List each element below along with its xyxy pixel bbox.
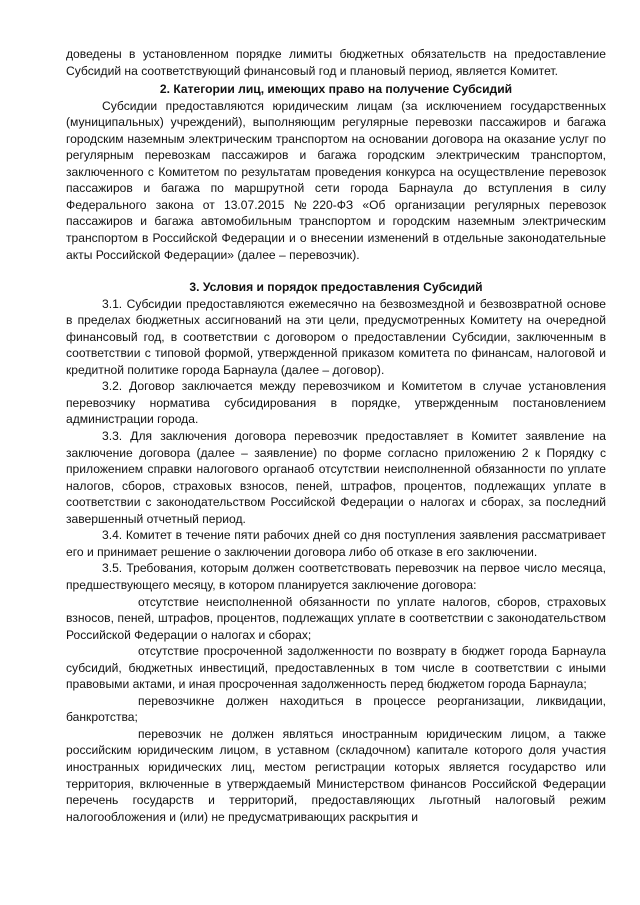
requirement-item: отсутствие просроченной задолженности по возврату в бюджет города Барнаула субсидий, бюджетных инвестиций, предоставленных в том числе в соответствии с иными правовыми актами, и иная просроченная задолженность перед бюджетом города Барнаула; — [66, 644, 606, 692]
clause-3-4: 3.4. Комитет в течение пяти рабочих дней со дня поступления заявления рассматривает его и принимает решение о заключении договора либо об отказе в его заключении. — [66, 528, 606, 559]
clause-3-2: 3.2. Договор заключается между перевозчиком и Комитетом в случае установления перевозчику норматива субсидирования в порядке, утвержденным постановлением администрации города. — [66, 379, 606, 427]
requirement-item: перевозчик не должен являться иностранным юридическим лицом, а также российским юридическим лицом, в уставном (складочном) капитале которого доля участия иностранных юридических лиц, местом регистрации которых является государство или территория, включенные в утверждаемый Министерством финансов Российской Федерации перечень государств и территорий, предоставляющих льготный налоговый режим налогообложения и (или) не предусматривающих раскрытия и — [66, 726, 606, 824]
document-page — [66, 46, 606, 825]
requirement-item: отсутствие неисполненной обязанности по уплате налогов, сборов, страховых взносов, пеней, штрафов, процентов, подлежащих уплате в соответствии с законодательством Российской Федерации о налогах и сборах; — [66, 594, 606, 642]
requirement-item: перевозчикне должен находиться в процессе реорганизации, ликвидации, банкротства; — [66, 693, 606, 725]
section-2-paragraph: Субсидии предоставляются юридическим лицам (за исключением государственных (муниципальных) учреждений), выполняющим регулярные перевозки пассажиров и багажа городским наземным электрическим транспортом на основании договора на оказание услуг по регулярным перевозкам пассажиров и багажа городским электрическим транспортом, заключенного с Комитетом по результатам проведения конкурса на осуществление перевозок пассажиров и багажа по маршрутной сети города Барнаула до вступления в силу Федерального закона от 13.07.2015 №220-ФЗ «Об организации регулярных перевозок пассажиров и багажа автомобильным транспортом и городским наземным электрическим транспортом в Российской Федерации и о внесении изменений в отдельные законодательные акты Российской Федерации» (далее – перевозчик). — [66, 98, 606, 262]
clause-3-1: 3.1. Субсидии предоставляются ежемесячно на безвозмездной и безвозвратной основе в пределах бюджетных ассигнований на эти цели, предусмотренных Комитету на очередной финансовый год, в соответствии с договором о предоставлении Субсидии, заключенным в соответствии с типовой формой, утвержденной приказом комитета по финансам, налоговой и кредитной политике города Барнаула (далее – договор). — [66, 296, 606, 377]
section-2-heading: 2. Категории лиц, имеющих право на получение Субсидий — [159, 82, 513, 97]
clause-3-5: 3.5. Требования, которым должен соответствовать перевозчик на первое число месяца, предшествующего месяцу, в котором планируется заключение договора: — [66, 561, 606, 592]
clause-3-3: 3.3. Для заключения договора перевозчик предоставляет в Комитет заявление на заключение договора (далее – заявление) по форме согласно приложению 2 к Порядку с приложением справки налогового органаоб отсутствии неисполненной обязанности по уплате налогов, сборов, страховых взносов, пеней, штрафов, процентов, подлежащих уплате в соответствии с законодательством Российской Федерации о налогах и сборах, за последний завершенный отчетный период. — [66, 429, 606, 526]
section-3-heading: 3. Условия и порядок предоставления Субсидий — [189, 280, 483, 295]
intro-paragraph: доведены в установленном порядке лимиты бюджетных обязательств на предоставление Субсидий на соответствующий финансовый год и плановый период, является Комитет. — [66, 47, 606, 78]
